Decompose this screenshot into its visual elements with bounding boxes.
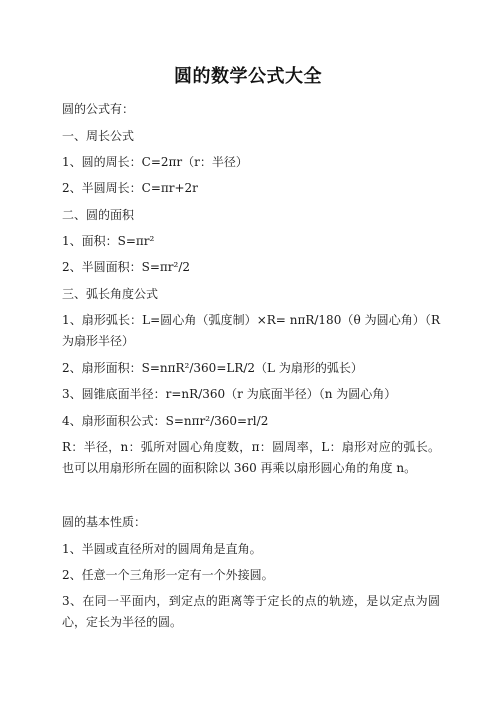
property-right-angle: 1、半圆或直径所对的圆周角是直角。 (62, 542, 262, 556)
property-locus-definition: 3、在同一平面内，到定点的距离等于定长的点的轨迹，是以定点为圆心，定长为半径的圆。 (62, 594, 440, 629)
variable-notes: R：半径，n：弧所对圆心角度数，π：圆周率，L：扇形对应的弧长。也可以用扇形所在圆的面积除以 360 再乘以扇形圆心角的角度 n。 (62, 440, 440, 475)
section-heading-perimeter: 一、周长公式 (62, 129, 135, 143)
formula-circle-perimeter: 1、圆的周长：C=2πr（r：半径） (62, 155, 248, 169)
formula-sector-area: 2、扇形面积：S=nπR²/360=LR/2（L 为扇形的弧长） (62, 361, 363, 375)
formula-semicircle-area: 2、半圆面积：S=πr²/2 (62, 260, 191, 274)
property-circumcircle: 2、任意一个三角形一定有一个外接圆。 (62, 568, 274, 582)
formula-sector-arc-length: 1、扇形弧长：L=圆心角（弧度制）×R= nπR/180（θ 为圆心角）（R 为扇形半径） (62, 313, 440, 348)
formula-cone-base-radius: 3、圆锥底面半径：r=nR/360（r 为底面半径）（n 为圆心角） (62, 387, 397, 401)
formula-sector-area-alt: 4、扇形面积公式：S=nπr²/360=rl/2 (62, 414, 269, 428)
formula-semicircle-perimeter: 2、半圆周长：C=πr+2r (62, 181, 198, 195)
formula-circle-area: 1、面积：S=πr² (62, 234, 155, 248)
section-heading-area: 二、圆的面积 (62, 208, 135, 222)
section-heading-arc: 三、弧长角度公式 (62, 287, 159, 301)
document-title: 圆的数学公式大全 (174, 66, 322, 87)
intro-line: 圆的公式有： (62, 102, 135, 116)
properties-heading: 圆的基本性质： (62, 515, 147, 529)
